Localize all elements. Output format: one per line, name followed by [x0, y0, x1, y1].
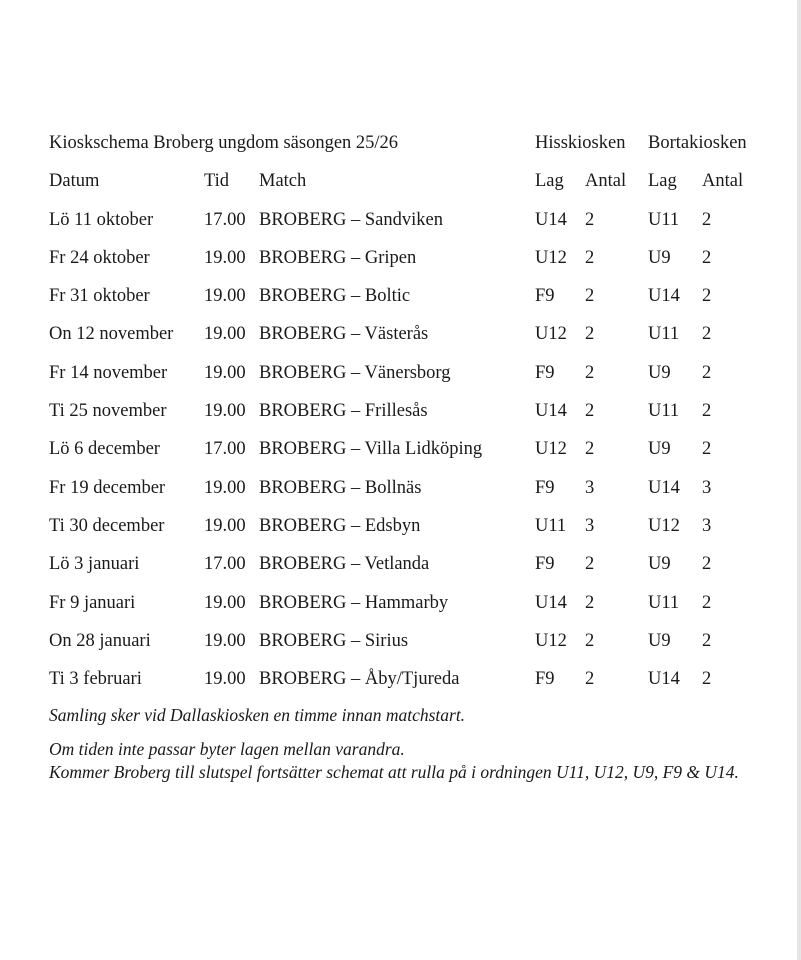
hiss-team: U11	[535, 515, 567, 536]
borta-count: 2	[702, 324, 712, 345]
hiss-team: F9	[535, 286, 555, 307]
match-date: Fr 9 januari	[49, 592, 136, 613]
table-row	[49, 474, 769, 512]
hiss-count: 2	[585, 209, 595, 230]
match-date: Fr 19 december	[49, 477, 166, 498]
borta-count: 2	[702, 669, 712, 690]
hiss-team: U12	[535, 630, 567, 651]
schedule-title: Kioskschema Broberg ungdom säsongen 25/26	[49, 133, 399, 153]
hiss-team: U14	[535, 401, 567, 422]
table-row	[49, 550, 769, 588]
column-header-hiss-team: Lag	[535, 171, 564, 192]
swap-note: Om tiden inte passar byter lagen mellan varandra.	[49, 738, 405, 759]
match-date: Lö 11 oktober	[49, 209, 154, 230]
match-name: BROBERG – Edsbyn	[259, 515, 421, 536]
borta-count: 2	[702, 630, 712, 651]
playoffs-note: Kommer Broberg till slutspel fortsätter schemat att rulla på i ordningen U11, U12, U9, F9 & U14.	[49, 762, 739, 782]
match-time: 19.00	[204, 477, 246, 498]
hiss-team: F9	[535, 554, 555, 575]
hiss-team: U14	[535, 209, 567, 230]
match-time: 19.00	[204, 630, 246, 651]
borta-team: U9	[648, 630, 671, 651]
hiss-count: 2	[585, 324, 595, 345]
match-time: 19.00	[204, 401, 246, 422]
title-row	[49, 129, 769, 167]
hiss-team: F9	[535, 362, 555, 383]
hiss-team: F9	[535, 477, 555, 498]
hiss-team: U12	[535, 439, 567, 460]
hiss-count: 2	[585, 592, 595, 613]
borta-count: 2	[702, 592, 712, 613]
match-name: BROBERG – Vetlanda	[259, 554, 430, 575]
match-time: 19.00	[204, 515, 246, 536]
match-name: BROBERG – Villa Lidköping	[259, 439, 483, 460]
table-row	[49, 512, 769, 550]
table-row	[49, 435, 769, 473]
match-name: BROBERG – Åby/Tjureda	[259, 669, 460, 690]
borta-count: 3	[702, 477, 712, 498]
column-header-borta-count: Antal	[702, 171, 744, 192]
borta-team: U14	[648, 286, 680, 307]
column-header-date: Datum	[49, 171, 100, 192]
match-name: BROBERG – Frillesås	[259, 401, 428, 422]
borta-count: 2	[702, 439, 712, 460]
table-row	[49, 589, 769, 627]
borta-team: U9	[648, 554, 671, 575]
borta-team: U11	[648, 592, 680, 613]
borta-team: U9	[648, 247, 671, 268]
match-name: BROBERG – Boltic	[259, 286, 411, 307]
hiss-count: 2	[585, 669, 595, 690]
borta-team: U9	[648, 439, 671, 460]
match-time: 19.00	[204, 669, 246, 690]
borta-team: U11	[648, 209, 680, 230]
column-header-row	[49, 167, 769, 205]
table-row	[49, 282, 769, 320]
table-row	[49, 627, 769, 665]
match-time: 19.00	[204, 286, 246, 307]
match-name: BROBERG – Bollnäs	[259, 477, 422, 498]
table-row	[49, 206, 769, 244]
borta-team: U14	[648, 669, 680, 690]
borta-count: 2	[702, 247, 712, 268]
match-date: Ti 25 november	[49, 401, 167, 422]
page-edge	[797, 0, 801, 960]
column-header-time: Tid	[204, 171, 230, 192]
hiss-count: 3	[585, 515, 595, 536]
match-time: 19.00	[204, 324, 246, 345]
schedule-notes	[49, 704, 769, 785]
column-header-borta-team: Lag	[648, 171, 677, 192]
match-name: BROBERG – Västerås	[259, 324, 429, 345]
gathering-note: Samling sker vid Dallaskiosken en timme innan matchstart.	[49, 705, 466, 725]
schedule-document	[49, 129, 769, 703]
match-time: 17.00	[204, 554, 246, 575]
match-date: Ti 30 december	[49, 515, 165, 536]
hiss-count: 2	[585, 554, 595, 575]
table-row	[49, 665, 769, 703]
match-time: 19.00	[204, 247, 246, 268]
borta-team: U12	[648, 515, 680, 536]
hiss-team: U14	[535, 592, 567, 613]
match-time: 19.00	[204, 592, 246, 613]
match-date: Fr 14 november	[49, 362, 168, 383]
table-row	[49, 359, 769, 397]
match-name: BROBERG – Vänersborg	[259, 362, 451, 383]
hiss-team: U12	[535, 247, 567, 268]
table-row	[49, 244, 769, 282]
hiss-count: 2	[585, 439, 595, 460]
match-date: Fr 24 oktober	[49, 247, 150, 268]
match-date: Lö 6 december	[49, 439, 160, 460]
hiss-kiosk-heading: Hisskiosken	[535, 133, 626, 153]
match-date: Ti 3 februari	[49, 669, 142, 690]
match-date: Lö 3 januari	[49, 554, 140, 575]
borta-count: 2	[702, 286, 712, 307]
hiss-count: 2	[585, 362, 595, 383]
hiss-count: 2	[585, 247, 595, 268]
borta-team: U11	[648, 324, 680, 345]
borta-count: 2	[702, 209, 712, 230]
match-date: On 12 november	[49, 324, 174, 345]
table-row	[49, 397, 769, 435]
match-name: BROBERG – Hammarby	[259, 592, 449, 613]
match-name: BROBERG – Sandviken	[259, 209, 443, 230]
hiss-count: 3	[585, 477, 595, 498]
match-date: Fr 31 oktober	[49, 286, 150, 307]
borta-team: U9	[648, 362, 671, 383]
match-time: 17.00	[204, 209, 246, 230]
borta-count: 2	[702, 554, 712, 575]
column-header-match: Match	[259, 171, 307, 192]
borta-team: U11	[648, 401, 680, 422]
hiss-count: 2	[585, 286, 595, 307]
borta-count: 2	[702, 401, 712, 422]
borta-team: U14	[648, 477, 680, 498]
hiss-team: U12	[535, 324, 567, 345]
match-name: BROBERG – Gripen	[259, 247, 417, 268]
borta-count: 3	[702, 515, 712, 536]
match-time: 19.00	[204, 362, 246, 383]
borta-count: 2	[702, 362, 712, 383]
hiss-count: 2	[585, 401, 595, 422]
match-name: BROBERG – Sirius	[259, 630, 409, 651]
borta-kiosk-heading: Bortakiosken	[648, 133, 747, 153]
table-row	[49, 320, 769, 358]
hiss-team: F9	[535, 669, 555, 690]
match-date: On 28 januari	[49, 630, 151, 651]
hiss-count: 2	[585, 630, 595, 651]
match-time: 17.00	[204, 439, 246, 460]
column-header-hiss-count: Antal	[585, 171, 627, 192]
